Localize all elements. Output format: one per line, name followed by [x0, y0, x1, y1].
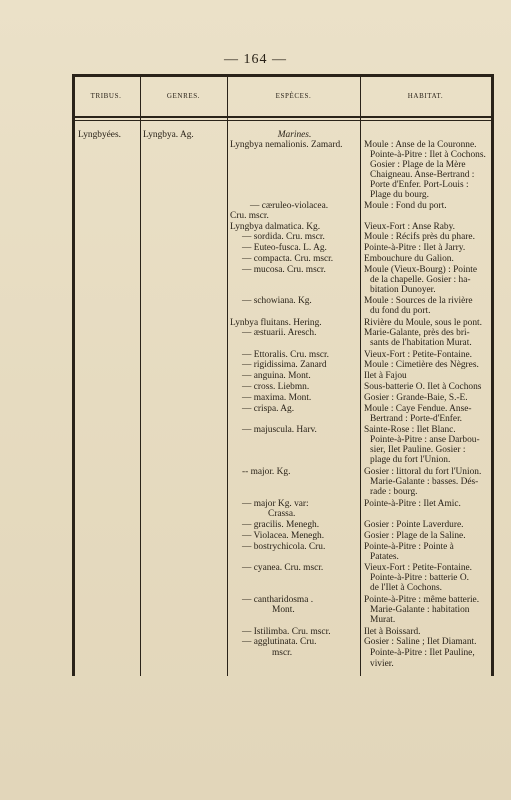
habitat-line: rade : bourg. [370, 487, 418, 497]
habitat-line: Porte d'Enfer. Port-Louis : [370, 180, 469, 190]
habitat-line: Marie-Galante : habitation [370, 605, 470, 615]
habitat-line: Plage du bourg. [370, 190, 429, 200]
header-genres: GENRES. [166, 92, 201, 100]
species-line: — anguina. Mont. [242, 371, 311, 381]
species-line: — majuscula. Harv. [242, 425, 317, 435]
column-divider-1 [140, 74, 141, 676]
habitat-line: Embouchure du Galion. [364, 254, 454, 264]
habitat-line: Moule : Cimetière des Nègres. [364, 360, 479, 370]
genus-name: Lyngbya. Ag. [143, 130, 194, 140]
species-line: Lyngbya nemalionis. Zamard. [230, 140, 343, 150]
species-line: — gracilis. Menegh. [242, 520, 320, 530]
habitat-line: Patates. [370, 552, 399, 562]
habitat-line: Pointe-à-Pitre : Pointe à [364, 542, 454, 552]
habitat-line: bitation Dunoyer. [370, 285, 436, 295]
habitat-line: Gosier : Pointe Laverdure. [364, 520, 464, 530]
species-line: — sordida. Cru. mscr. [242, 232, 325, 242]
species-line: — mucosa. Cru. mscr. [242, 265, 326, 275]
species-line: Lynbya fluitans. Hering. [230, 318, 322, 328]
header-rule-thin [72, 120, 494, 121]
species-line: — schowiana. Kg. [242, 296, 312, 306]
species-line: — cantharidosma . [242, 595, 314, 605]
species-line: -- major. Kg. [242, 467, 291, 477]
species-line: — æstuarii. Aresch. [242, 328, 317, 338]
habitat-line: Vieux-Fort : Anse Raby. [364, 222, 456, 232]
species-line: Mont. [272, 605, 295, 615]
header-habitat: HABITAT. [407, 92, 444, 100]
habitat-line: Pointe-à-Pitre : anse Darbou- [370, 435, 480, 445]
species-line: — major Kg. var: [242, 499, 309, 509]
habitat-line: plage du fort l'Union. [370, 455, 451, 465]
species-line: — Euteo-fusca. L. Ag. [242, 243, 327, 253]
species-line: — maxima. Mont. [242, 393, 312, 403]
habitat-line: vivier. [370, 659, 394, 669]
habitat-line: Moule : Anse de la Couronne. [364, 140, 477, 150]
habitat-line: Gosier : Plage de la Mère [370, 160, 466, 170]
header-rule [72, 116, 494, 118]
species-line: — compacta. Cru. mscr. [242, 254, 334, 264]
species-line: — crispa. Ag. [242, 404, 295, 414]
habitat-line: Rivière du Moule, sous le pont. [364, 318, 482, 328]
habitat-line: Moule : Caye Fendue. Anse- [364, 404, 472, 414]
species-line: — cyanea. Cru. mscr. [242, 563, 324, 573]
habitat-line: Vieux-Fort : Petite-Fontaine. [364, 350, 473, 360]
habitat-line: Pointe-à-Pitre : Ilet Pauline, [370, 648, 475, 658]
habitat-line: Moule (Vieux-Bourg) : Pointe [364, 265, 478, 275]
species-line: Lyngbya dalmatica. Kg. [230, 222, 321, 232]
habitat-line: Pointe-à-Pitre : Ilet Amic. [364, 499, 461, 509]
species-line: — agglutinata. Cru. [242, 637, 317, 647]
habitat-line: Pointe-à-Pitre : même batterie. [364, 595, 480, 605]
habitat-line: Gosier : Saline ; Ilet Diamant. [364, 637, 477, 647]
column-divider-3 [360, 74, 361, 676]
species-table [72, 74, 494, 676]
habitat-line: Gosier : Grande-Baie, S.-E. [364, 393, 468, 403]
habitat-line: Ilet à Fajou [364, 371, 407, 381]
species-line: — cross. Liebmn. [242, 382, 310, 392]
habitat-line: Pointe-à-Pitre : batterie O. [370, 573, 469, 583]
habitat-line: du fond du port. [370, 306, 431, 316]
species-line: — Violacea. Menegh. [242, 531, 325, 541]
section-title: Marines. [277, 130, 312, 140]
header-especes: ESPÈCES. [275, 92, 312, 100]
habitat-line: Chaigneau. Anse-Bertrand : [370, 170, 475, 180]
column-divider-right [491, 74, 494, 676]
habitat-line: Moule : Récifs près du phare. [364, 232, 475, 242]
habitat-line: Moule : Fond du port. [364, 201, 447, 211]
column-divider-left [72, 74, 75, 676]
habitat-line: Sous-batterie O. Ilet à Cochons [364, 382, 482, 392]
habitat-line: Sainte-Rose : Ilet Blanc. [364, 425, 456, 435]
species-line: — cæruleo-violacea. [250, 201, 329, 211]
species-line: Cru. mscr. [230, 211, 269, 221]
habitat-line: Marie-Galante, près des bri- [364, 328, 470, 338]
habitat-line: Marie-Galante : basses. Dés- [370, 477, 479, 487]
habitat-line: Gosier : Plage de la Saline. [364, 531, 466, 541]
habitat-line: Pointe-à-Pitre : Ilet à Jarry. [364, 243, 466, 253]
species-line: Crassa. [268, 509, 296, 519]
habitat-line: Gosier : littoral du fort l'Union. [364, 467, 482, 477]
habitat-line: de l'Ilet à Cochons. [370, 583, 442, 593]
habitat-line: Vieux-Fort : Petite-Fontaine. [364, 563, 473, 573]
habitat-line: Bertrand : Porte-d'Enfer. [370, 414, 463, 424]
habitat-line: sier, Ilet Pauline. Gosier : [370, 445, 466, 455]
column-divider-2 [227, 74, 228, 676]
habitat-line: de la chapelle. Gosier : ha- [370, 275, 471, 285]
header-tribus: TRIBUS. [90, 92, 122, 100]
species-line: — Istilimba. Cru. mscr. [242, 627, 331, 637]
species-line: — Ettoralis. Cru. mscr. [242, 350, 329, 360]
habitat-line: Murat. [370, 615, 396, 625]
species-line: mscr. [272, 648, 293, 658]
habitat-line: sants de l'habitation Murat. [370, 338, 472, 348]
tribe-name: Lyngbyées. [78, 130, 121, 140]
habitat-line: Pointe-à-Pitre : Ilet à Cochons. [370, 150, 486, 160]
habitat-line: Ilet à Boissard. [364, 627, 421, 637]
species-line: — bostrychicola. Cru. [242, 542, 326, 552]
page-number: — 164 — [224, 52, 287, 67]
table-top-rule [72, 74, 494, 77]
species-line: — rigidissima. Zanard [242, 360, 327, 370]
habitat-line: Moule : Sources de la rivière [364, 296, 473, 306]
